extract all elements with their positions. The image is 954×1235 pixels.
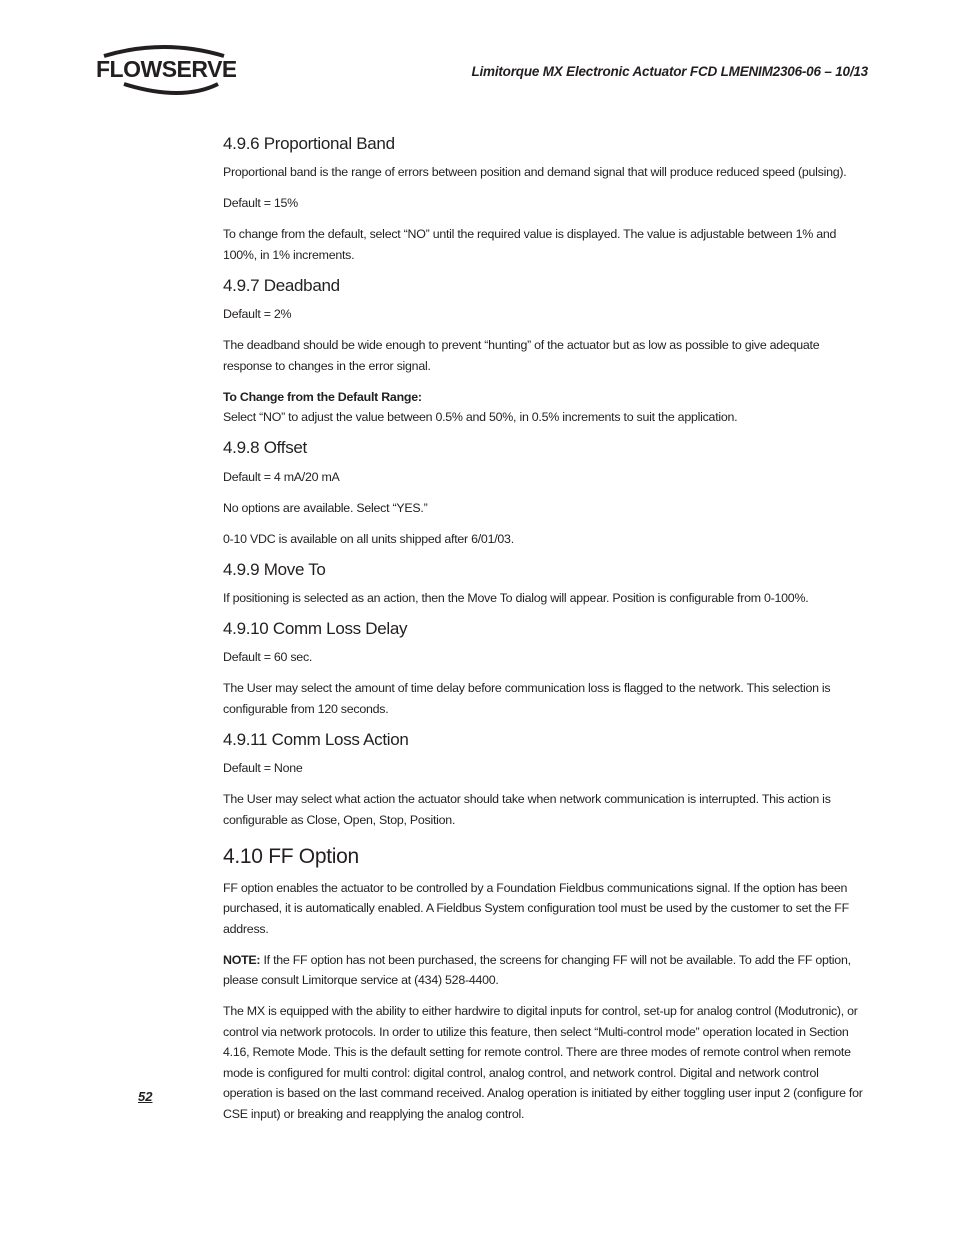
section-4-9-11 [223,730,871,830]
document-header-title: Limitorque MX Electronic Actuator FCD LMENIM2306-06 – 10/13 [471,64,868,79]
section-4-9-6 [223,134,871,265]
section-heading: 4.9.7 Deadband [223,275,340,295]
section-4-9-8 [223,438,871,549]
paragraph: Proportional band is the range of errors between position and demand signal that will produce reduced speed (pulsing). [223,165,847,180]
brand-wordmark: FLOWSERVE [96,56,236,82]
note-paragraph [223,950,871,991]
subheading-label: To Change from the Default Range: [223,389,422,404]
flowserve-logo [96,44,236,96]
paragraph: The User may select the amount of time delay before communication loss is flagged to the network. This selection is configurable from 120 seconds. [223,681,831,716]
page-content [223,134,871,1135]
paragraph: The User may select what action the actuator should take when network communication is interrupted. This action is configurable as Close, Open, Stop, Position. [223,792,831,827]
section-heading: 4.9.11 Comm Loss Action [223,729,409,749]
section-heading: 4.9.8 Offset [223,438,307,458]
note-label: NOTE: [223,952,261,967]
section-4-9-10 [223,619,871,719]
page-number: 52 [138,1089,153,1104]
paragraph: Default = 4 mA/20 mA [223,469,340,484]
paragraph: Select “NO” to adjust the value between 0.5% and 50%, in 0.5% increments to suit the application. [223,410,738,425]
section-heading-major: 4.10 FF Option [223,845,359,869]
paragraph: No options are available. Select “YES.” [223,500,428,515]
section-heading: 4.9.6 Proportional Band [223,134,395,153]
paragraph: FF option enables the actuator to be controlled by a Foundation Fieldbus communications signal. If the option has been purchased, it is automatically enabled. A Fieldbus System configuration tool must be used by the customer to set the FF address. [223,880,849,936]
section-4-9-9 [223,560,871,609]
note-text: If the FF option has not been purchased, the screens for changing FF will not be available. To add the FF option, please consult Limitorque service at (434) 528-4400. [223,952,851,988]
section-4-9-7 [223,276,871,428]
section-heading: 4.9.10 Comm Loss Delay [223,619,408,639]
paragraph: Default = 2% [223,307,292,322]
flowserve-logo-graphic [96,44,236,96]
paragraph: To change from the default, select “NO” until the required value is displayed. The value is adjustable between 1% and 100%, in 1% increments. [223,227,837,262]
paragraph: Default = 60 sec. [223,650,313,665]
paragraph: The MX is equipped with the ability to either hardwire to digital inputs for control, set-up for analog control (Modutronic), or control via network protocols. In order to utilize this feature, then select “Multi-control mode” operation located in Section 4.16, Remote Mode. This is the default setting for remote control. There are three modes of remote control when remote mode is configured for multi control: digital control, analog control, and network control. Digital and network control operation is based on the last command received. Analog operation is initiated by either toggling user input 2 (configure for CSE input) or breaking and reapplying the analog control. [223,1004,863,1121]
paragraph: Default = None [223,761,303,776]
paragraph: The deadband should be wide enough to prevent “hunting” of the actuator but as low as possible to give adequate response to changes in the error signal. [223,338,820,373]
section-heading: 4.9.9 Move To [223,559,326,579]
section-4-10 [223,844,871,1124]
paragraph: 0-10 VDC is available on all units shipped after 6/01/03. [223,531,514,546]
paragraph: If positioning is selected as an action, then the Move To dialog will appear. Position is configurable from 0-100%. [223,591,809,606]
paragraph: Default = 15% [223,196,298,211]
